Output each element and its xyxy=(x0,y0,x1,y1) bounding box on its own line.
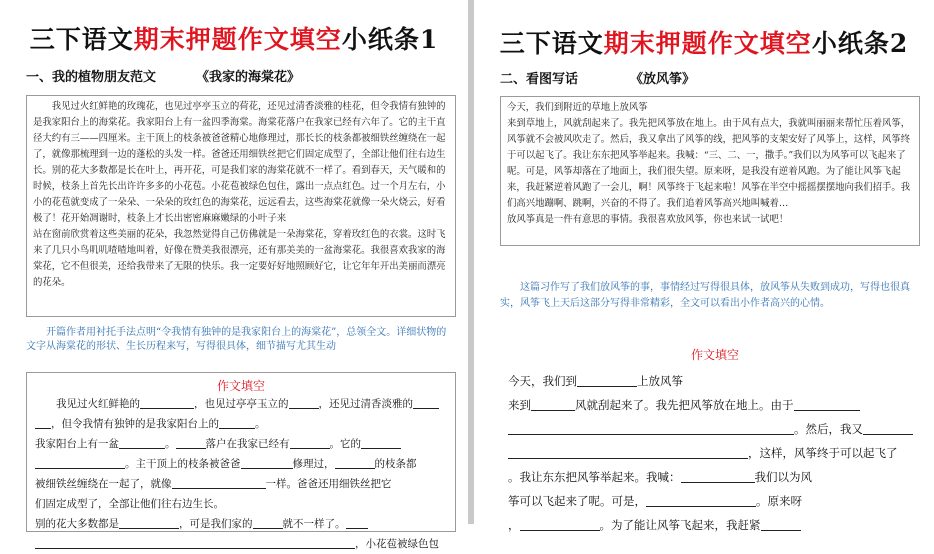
blank[interactable] xyxy=(35,535,355,549)
title-tail: 小纸条2 xyxy=(811,29,909,58)
fill-text: 筝可以飞起来了呢。可是， xyxy=(508,494,646,508)
section-heading xyxy=(26,66,300,85)
blank[interactable] xyxy=(520,517,600,531)
fill-text: 就不一样了。 xyxy=(282,518,346,530)
fill-text: 。主干顶上的枝条被爸爸 xyxy=(125,458,241,470)
blank[interactable] xyxy=(253,515,283,529)
blank[interactable] xyxy=(413,395,439,409)
blank[interactable] xyxy=(289,395,319,409)
fill-title: 作文填空 xyxy=(216,379,265,393)
blank[interactable] xyxy=(35,415,51,429)
fill-line xyxy=(27,414,455,434)
book-title: 《放风筝》 xyxy=(630,72,696,87)
fill-text: 。它的 xyxy=(329,438,361,450)
fill-text: ，但令我情有独钟的是我家阳台上的 xyxy=(51,418,219,430)
blank[interactable] xyxy=(794,397,860,411)
fill-text: 。原来呀 xyxy=(756,494,802,508)
blank[interactable] xyxy=(577,373,637,387)
essay-paragraph: 放风筝真是一件有意思的事情。我很喜欢放风筝，你也来试一试吧！ xyxy=(507,214,789,225)
blank[interactable] xyxy=(335,455,375,469)
fill-text: 上放风筝 xyxy=(637,374,683,388)
fill-line xyxy=(500,489,930,513)
section-heading xyxy=(500,68,695,87)
title-red: 期末押题作文填空 xyxy=(603,29,812,58)
fill-text: 。然后，我又 xyxy=(794,422,863,436)
book-title: 《我家的海棠花》 xyxy=(196,70,301,85)
section-label: 二、看图写话 xyxy=(500,72,579,87)
fill-line xyxy=(500,369,930,393)
page-right xyxy=(474,0,934,532)
blank[interactable] xyxy=(35,455,125,469)
fill-line xyxy=(27,494,455,514)
blank[interactable] xyxy=(119,515,179,529)
blank[interactable] xyxy=(361,435,401,449)
fill-text: 。为了能让风筝飞起来，我赶紧 xyxy=(599,518,761,532)
fill-line xyxy=(500,393,930,417)
fill-text: 别的花大多数都是 xyxy=(35,518,119,530)
blank[interactable] xyxy=(241,455,293,469)
fill-text: 风就刮起来了。我先把风筝放在地上。由于 xyxy=(575,398,794,412)
essay-paragraph: 今天，我们到附近的草地上放风筝 xyxy=(507,102,648,113)
fill-line xyxy=(27,474,455,494)
blank[interactable] xyxy=(681,469,755,483)
blank[interactable] xyxy=(290,435,330,449)
fill-line xyxy=(27,394,455,414)
fill-text: 来到 xyxy=(508,398,531,412)
fill-text: 我们以为风 xyxy=(754,470,812,484)
fill-text: 一样。爸爸还用细铁丝把它 xyxy=(265,478,392,490)
fill-line xyxy=(27,514,455,534)
model-essay-box xyxy=(26,95,456,317)
blank[interactable] xyxy=(508,445,748,459)
title-tail: 小纸条1 xyxy=(341,25,439,54)
page-left xyxy=(0,0,468,550)
fill-text: ，小花苞被绿色包 xyxy=(355,538,439,550)
fill-text: 的枝条都 xyxy=(374,458,417,470)
model-essay-box xyxy=(500,96,920,246)
fill-line xyxy=(500,417,930,441)
fill-text: ，还见过清香淡雅的 xyxy=(318,398,413,410)
blank[interactable] xyxy=(176,435,206,449)
section-label: 一、我的植物朋友范文 xyxy=(26,70,157,85)
fill-text: ，这样，风筝终于可以起飞了 xyxy=(748,446,898,460)
title-black: 三下语文 xyxy=(499,29,604,58)
fill-title: 作文填空 xyxy=(690,348,739,362)
commentary: 开篇作者用衬托手法点明“令我情有独钟的是我家阳台上的海棠花”，总领全文。详细状物的文字从海棠花的形状、生长历程来写，写得很具体，细节描写尤其生动 xyxy=(26,327,447,352)
fill-line xyxy=(500,513,930,537)
blank[interactable] xyxy=(346,515,368,529)
essay-paragraph: 来到草地上，风就刮起来了。我先把风筝放在地上。由于风有点大，我就叫丽丽来帮忙压着风筝，风筝就不会被风吹走了。然后，我又拿出了风筝的线，把风筝的支架安好了风筝上，这样，风筝终于可以起飞了。我让东东把风筝举起来。我喊：“三、二、一，撒手。”我们以为风筝可以飞起来了呢。可是，风筝却落在了地面上，我们很失望。原来呀，是我没有逆着风跑。为了能让风筝飞起来，我赶紧逆着风跑了一会儿，啊！风筝终于飞起来啦！风筝在半空中摇摇摆摆地向我们招手。我们高兴地蹦啊、跳啊，兴奋的不得了。我们追着风筝高兴地叫喊着… xyxy=(507,118,911,209)
essay-paragraph: 站在窗前欣赏着这些美丽的花朵，我忽然觉得自己仿佛就是一朵海棠花，穿着玫红色的衣裳。这时飞来了几只小鸟叽叽喳喳地叫着，好像在赞美我很漂亮，还有那美美的一盆海棠花。我很喜欢我家的海棠花，它不但很美，还给我带来了无限的快乐。我一定要好好地照顾好它，让它年年开出美丽而漂亮的花朵。 xyxy=(33,229,446,288)
fill-line xyxy=(500,465,930,489)
fill-text: 我见过火红鲜艳的 xyxy=(56,398,140,410)
fill-text: 。 xyxy=(165,438,176,450)
blank[interactable] xyxy=(140,395,194,409)
page-title xyxy=(474,24,934,60)
fill-text: ，也见过亭亭玉立的 xyxy=(194,398,289,410)
fill-text: 落户在我家已经有 xyxy=(205,438,290,450)
blank[interactable] xyxy=(761,517,801,531)
fill-text: 我家阳台上有一盆 xyxy=(35,438,119,450)
blank[interactable] xyxy=(863,421,913,435)
blank[interactable] xyxy=(119,435,165,449)
fill-line xyxy=(500,441,930,465)
fill-text: ， xyxy=(508,518,520,532)
blank[interactable] xyxy=(531,397,575,411)
fill-text: 们固定成型了，全部让他们往右边生长。 xyxy=(35,498,224,510)
blank[interactable] xyxy=(646,493,756,507)
blank[interactable] xyxy=(508,421,794,435)
page-title xyxy=(0,20,468,56)
fill-text: 。 xyxy=(255,418,266,430)
fill-text: 修理过， xyxy=(292,458,335,470)
fill-text: 。我让东东把风筝举起来。我喊： xyxy=(508,470,681,484)
blank[interactable] xyxy=(219,415,255,429)
fill-line xyxy=(27,534,455,554)
blank[interactable] xyxy=(172,475,266,489)
fill-blank-box xyxy=(26,372,456,550)
fill-blank-box xyxy=(500,342,930,532)
fill-text: 被细铁丝缠绕在一起了，就像 xyxy=(35,478,172,490)
fill-line xyxy=(27,434,455,454)
fill-line xyxy=(27,454,455,474)
title-black: 三下语文 xyxy=(29,25,134,54)
essay-paragraph: 我见过火红鲜艳的玫瑰花，也见过亭亭玉立的荷花，还见过清香淡雅的桂花，但令我情有独钟的是我家阳台上的海棠花。我家阳台上有一盆四季海棠。海棠花落户在我家已经有六年了。它的主干直径大约有三——四厘米。主干顶上的枝条被爸爸精心地修理过，那长长的枝条都被细铁丝缠绕在一起了，就像那梳理到一边的蓬松的头发一样。爸爸还用细铁丝把它们固定成型了，全部让他们往右边生长。别的花大多数都是长在叶上，再开花，可是我们家的海棠花就不一样了。看到春天，天气暖和的时候，枝条上首先长出许许多多的小花苞。小花苞被绿色包住，露出一点点红色。过一个月左右，小小的花苞就变成了一朵朵、一朵朵的玫红色的海棠花，远远看去，这些海棠花就像一朵火烧云，好看极了！花开始凋谢时，枝条上才长出密密麻麻嫩绿的小叶子来 xyxy=(33,101,446,224)
fill-text: ，可是我们家的 xyxy=(179,518,253,530)
commentary: 这篇习作写了我们放风筝的事，事情经过写得很具体，放风筝从失败到成功，写得也很真实，风筝飞上天后这部分写得非常精彩，全文可以看出小作者高兴的心情。 xyxy=(500,282,910,309)
title-red: 期末押题作文填空 xyxy=(133,25,342,54)
fill-text: 今天，我们到 xyxy=(508,374,577,388)
